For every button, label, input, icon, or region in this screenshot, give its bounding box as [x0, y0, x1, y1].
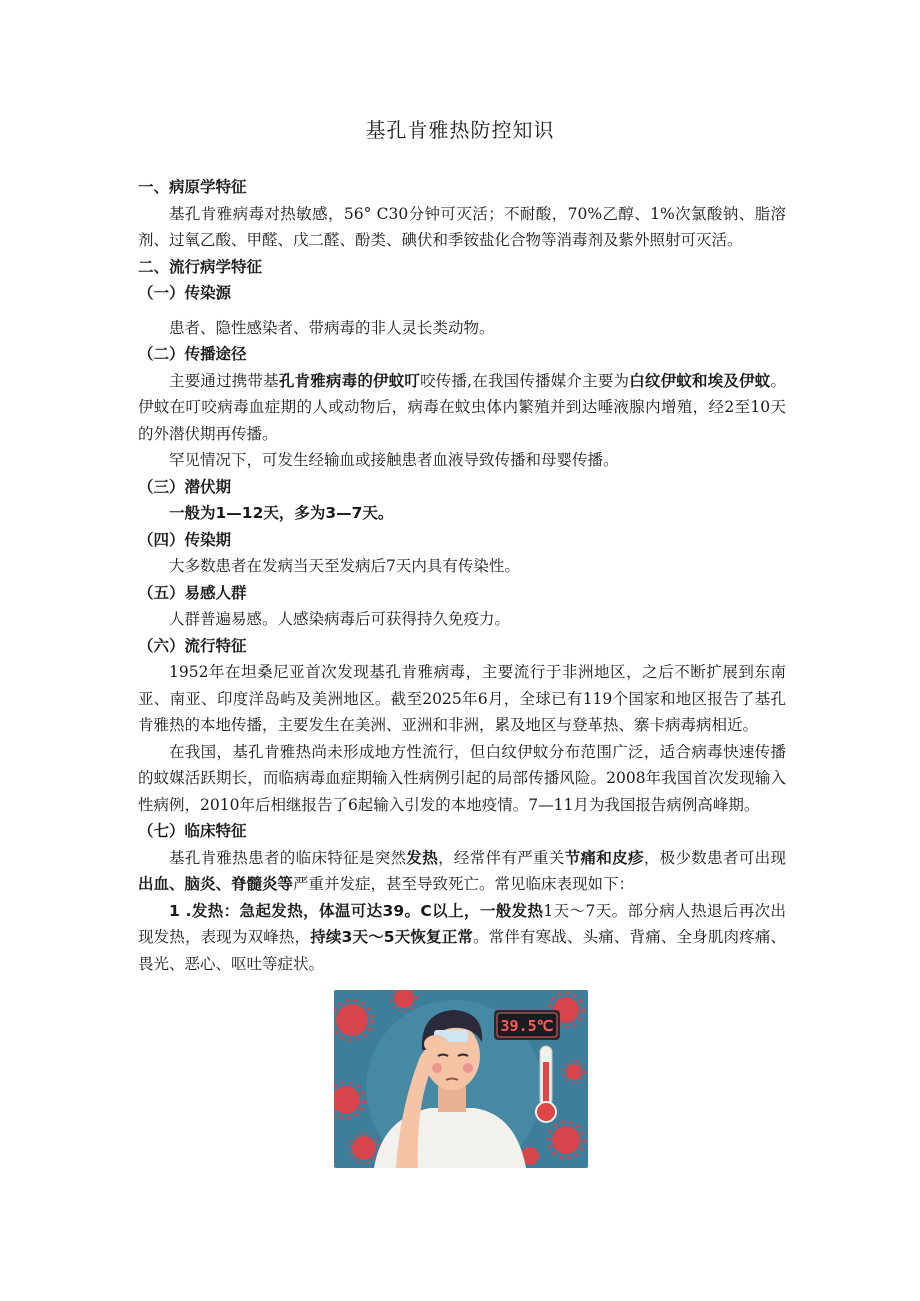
paragraph: 在我国，基孔肯雅热尚未形成地方性流行，但白纹伊蚊分布范围广泛，适合病毒快速传播的蚊媒活跃期长，而临病毒血症期输入性病例引起的局部传播风险。2008年我国首次发现输入性病例，2010年后相继报告了6起输入引发的本地疫情。7—11月为我国报告病例高峰期。	[138, 742, 786, 814]
document-body	[138, 174, 786, 977]
subsection-heading: （七）临床特征	[138, 822, 247, 840]
thermometer-reading: 39.5℃	[500, 1017, 554, 1035]
subsection-heading: （四）传染期	[138, 530, 232, 549]
subsection-heading: （五）易感人群	[138, 583, 247, 602]
cheek-blush	[463, 1063, 473, 1073]
document-title: 基孔肯雅热防控知识	[365, 118, 555, 142]
paragraph: 罕见情况下，可发生经输血或接触患者血液导致传播和母婴传播。	[169, 451, 619, 469]
cheek-blush	[432, 1063, 442, 1073]
paragraph: 主要通过携带基孔肯雅病毒的伊蚊叮咬传播,在我国传播媒介主要为白纹伊蚊和埃及伊蚊。伊蚊在叮咬病毒血症期的人或动物后，病毒在蚊虫体内繁殖并到达唾液腺内增殖，经2至10天的外潜伏期再传播。	[138, 371, 786, 443]
paragraph: 1952年在坦桑尼亚首次发现基孔肯雅病毒，主要流行于非洲地区，之后不断扩展到东南亚、南亚、印度洋岛屿及美洲地区。截至2025年6月，全球已有119个国家和地区报告了基孔肯雅热的本地传播，主要发生在美洲、亚洲和非洲，累及地区与登革热、寨卡病毒病相近。	[138, 663, 786, 734]
paragraph: 患者、隐性感染者、带病毒的非人灵长类动物。	[169, 318, 495, 337]
paragraph: 大多数患者在发病当天至发病后7天内具有传染性。	[169, 557, 520, 575]
paragraph: 人群普遍易感。人感染病毒后可获得持久免疫力。	[169, 610, 511, 628]
fever-illustration-svg	[334, 990, 588, 1168]
subsection-heading: （一）传染源	[138, 284, 232, 302]
subsection-heading: （六）流行特征	[138, 636, 247, 655]
paragraph: 基孔肯雅病毒对热敏感，56° C30分钟可灭活；不耐酸，70%乙醇、1%次氯酸钠、脂溶剂、过氧乙酸、甲醛、戊二醛、酚类、碘伏和季铵盐化合物等消毒剂及紫外照射可灭活。	[138, 204, 786, 249]
paragraph: 基孔肯雅热患者的临床特征是突然发热，经常伴有严重关节痛和皮疹，极少数患者可出现出血、脑炎、脊髓炎等严重并发症，甚至导致死亡。常见临床表现如下：	[138, 848, 786, 893]
paragraph: 1 .发热：急起发热，体温可达39。C以上，一般发热1天～7天。部分病人热退后再次出现发热，表现为双峰热，持续3天～5天恢复正常。常伴有寒战、头痛、背痛、全身肌肉疼痛、畏光、恶心、呕吐等症状。	[138, 901, 786, 973]
paragraph: 一般为1—12天，多为3—7天。	[169, 504, 394, 522]
thermometer-bulb	[536, 1102, 556, 1122]
section-heading: 二、流行病学特征	[138, 257, 263, 276]
person-hand	[424, 1035, 448, 1053]
section-heading: 一、病原学特征	[138, 178, 247, 196]
subsection-heading: （二）传播途径	[138, 345, 247, 363]
fever-illustration	[334, 990, 588, 1168]
subsection-heading: （三）潜伏期	[138, 477, 232, 496]
